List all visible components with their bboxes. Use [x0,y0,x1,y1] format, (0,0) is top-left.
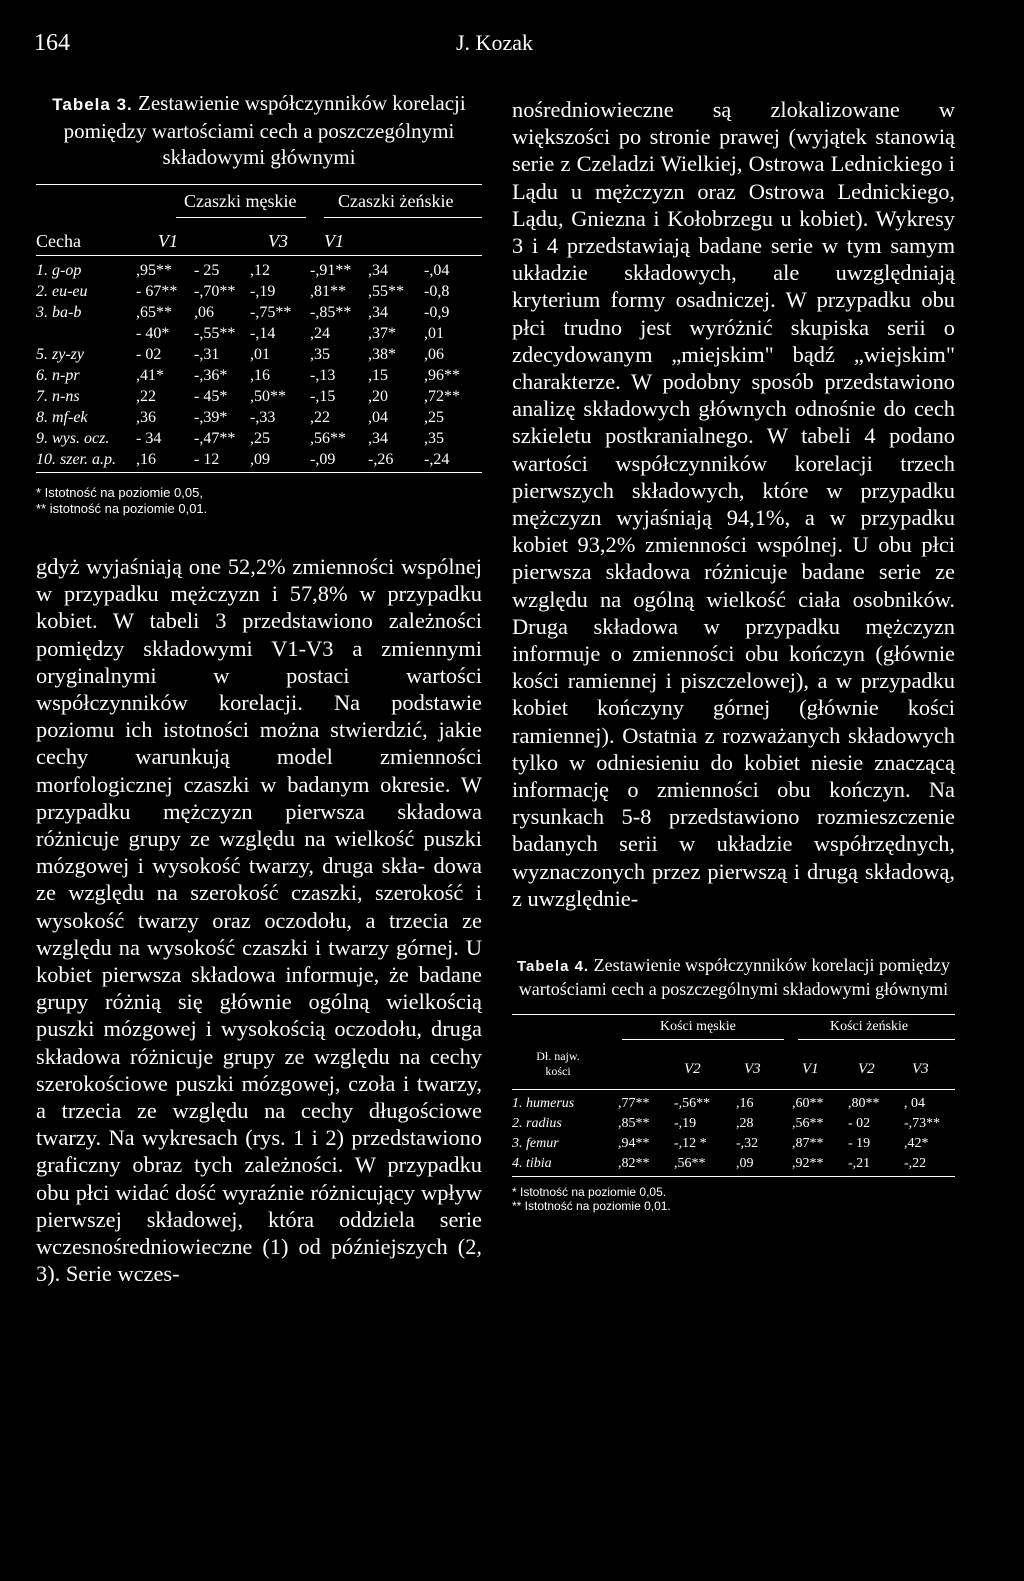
table4-col-0: V2 [684,1061,701,1078]
table3-footnote-1: * Istotność na poziomie 0,05, [36,485,203,500]
table-cell: ,94** [618,1136,650,1152]
table4-footnote-2: ** Istotność na poziomie 0,01. [512,1199,671,1214]
table-row [36,428,482,449]
table-cell: -,31 [194,345,220,363]
table-cell: ,41* [136,366,164,384]
table-cell: -,75** [250,303,292,321]
row-label: 1. humerus [512,1096,575,1112]
table-cell: -,47** [194,429,236,447]
row-label: 9. wys. ocz. [36,429,110,447]
table-cell: -,32 [736,1136,759,1152]
table4-col-header [512,1049,955,1089]
table-cell: -,22 [904,1156,927,1172]
table-cell: ,56** [792,1116,824,1132]
table4-caption-text: Zestawienie współczynników korelacji pomiędzy wartościami cech a poszczególnymi składowymi głównymi [518,955,950,1000]
row-label: 3. femur [512,1136,559,1152]
table4-group-male: Kości męskie [660,1019,736,1035]
left-paragraph: gdyż wyjaśniają one 52,2% zmienności wspólnej w przypadku mężczyzn i 57,8% w przypadku kobiet. W tabeli 3 przedstawiono zależności pomiędzy składowymi V1-V3 a zmiennymi oryginalnymi w postaci wartości współczynników korelacji. Na podstawie poziomu ich istotności można stwierdzić, jakie cechy warunkują model zmienności morfologicznej czaszki w badanym okresie. W przypadku mężczyzn pierwsza składowa różnicuje grupy ze względu na wielkość puszki mózgowej i wysokość twarzy, druga skła- dowa ze względu na szerokość czaszki, szerokość i wysokość twarzy oraz oczodołu, a trzecia ze względu na wysokość czaszki i twarzy górnej. U kobiet pierwsza składowa informuje, że badane grupy różnią się głównie ogólną wielkością puszki mózgowej i wysokością oczodołu, druga składowa różnicuje grupy ze względu na cechy szerokościowe puszki mózgowej, czoła i twarzy, a trzecia ze względu na cechy długościowe twarzy. Na wykresach (rys. 1 i 2) przedstawiono graficzny obraz tych zależności. W przypadku obu płci widać dość wyraźnie różnicujący wpływ pierwszej składowej, która oddziela serie wczesnośredniowieczne (1) od późniejszych (2, 3). Serie wczes- [36,554,482,1287]
table-cell: ,22 [310,408,330,426]
table4-group-female: Kości żeńskie [830,1019,909,1035]
table-row [512,1114,955,1134]
table-cell: -,91** [310,261,352,279]
table-row [36,344,482,365]
table4-col-1: V3 [744,1061,761,1078]
table-cell: -,55** [194,324,236,342]
table-row [36,323,482,344]
table-cell: ,87** [792,1136,824,1152]
left-column [36,90,482,1287]
table-cell: ,56** [674,1156,706,1172]
table-row [36,449,482,470]
table4-bottom-rule [512,1176,955,1177]
table-cell: ,96** [424,366,460,384]
row-label: 4. tibia [512,1156,552,1172]
table-cell: - 19 [848,1136,871,1152]
table3-male-rule [176,217,306,218]
table-cell: ,25 [250,429,270,447]
table-cell: ,80** [848,1096,880,1112]
table-cell: -,85** [310,303,352,321]
table-cell: ,34 [368,261,388,279]
table4-col-4: V3 [912,1061,929,1078]
table-cell: ,01 [250,345,270,363]
table4-male-rule [622,1039,784,1040]
right-body-text [512,96,955,912]
table4-caption [512,954,955,1000]
table-cell: ,50** [250,387,286,405]
table-cell: ,35 [310,345,330,363]
table-cell: ,15 [368,366,388,384]
table4 [512,1094,955,1174]
table-cell: ,28 [736,1116,754,1132]
row-label: 5. zy-zy [36,345,84,363]
table-cell: -,24 [424,450,450,468]
row-label: 7. n-ns [36,387,80,405]
table-cell: - 12 [194,450,220,468]
table3-label: Tabela 3. [52,95,133,114]
table-cell: ,92** [792,1156,824,1172]
row-label: 1. g-op [36,261,82,279]
row-label: 2. radius [512,1116,562,1132]
table-cell: ,42* [904,1136,929,1152]
table-cell: ,77** [618,1096,650,1112]
table4-col-2: V1 [802,1061,819,1078]
table-row [36,281,482,302]
table3-col-header [36,229,482,255]
row-label: 8. mf-ek [36,408,88,426]
row-label: 3. ba-b [36,303,82,321]
table-cell: -,36* [194,366,228,384]
table-cell: ,95** [136,261,172,279]
table-cell: -,19 [250,282,276,300]
table-cell: - 45* [194,387,228,405]
table-cell: - 34 [136,429,162,447]
table-cell: - 25 [194,261,220,279]
table-cell: -,12 * [674,1136,707,1152]
right-column [512,96,955,1213]
table-cell: ,09 [736,1156,754,1172]
table-cell: ,34 [368,429,388,447]
table-cell: ,16 [736,1096,754,1112]
table-cell: -0,9 [424,303,450,321]
table-cell: ,72** [424,387,460,405]
table-cell: -,70** [194,282,236,300]
table-cell: ,34 [368,303,388,321]
table-cell: , 04 [904,1096,925,1112]
table-cell: ,09 [250,450,270,468]
table-cell: - 67** [136,282,178,300]
table-row [512,1134,955,1154]
table-cell: ,60** [792,1096,824,1112]
table3-col-v1: V1 [158,231,178,251]
row-label: 2. eu-eu [36,282,88,300]
table3-col-v3: V3 [268,231,288,251]
table4-female-rule [798,1039,955,1040]
table-cell: ,20 [368,387,388,405]
table-cell: -,14 [250,324,276,342]
row-label [36,323,136,344]
table-cell: ,65** [136,303,172,321]
table-cell: -,15 [310,387,336,405]
table3 [36,260,482,470]
table-cell: ,82** [618,1156,650,1172]
row-label: 10. szer. a.p. [36,450,117,468]
table-row [36,407,482,428]
table4-label: Tabela 4. [517,958,590,976]
table-cell: ,24 [310,324,330,342]
table-cell: -,13 [310,366,336,384]
table-cell: ,04 [368,408,388,426]
table-cell: ,06 [424,345,444,363]
table-cell: ,16 [250,366,270,384]
table-cell: -,26 [368,450,394,468]
table3-female-rule [324,217,482,218]
table3-group-female: Czaszki żeńskie [338,191,454,211]
table-cell: ,37* [368,324,396,342]
table4-footnote-1: * Istotność na poziomie 0,05. [512,1185,667,1200]
table-cell: - 02 [848,1116,871,1132]
table-cell: ,35 [424,429,444,447]
table3-caption [36,90,482,170]
table-cell: -,33 [250,408,276,426]
table3-group-male: Czaszki męskie [184,191,297,211]
table-cell: -,56** [674,1096,711,1112]
left-body-text [36,553,482,1287]
table-cell: ,22 [136,387,156,405]
running-head: J. Kozak [456,30,533,55]
table-cell: ,85** [618,1116,650,1132]
table-cell: ,81** [310,282,346,300]
table-cell: - 40* [136,324,170,342]
table-cell: ,36 [136,408,156,426]
table-cell: ,16 [136,450,156,468]
table3-caption-text: Zestawienie współczynników korelacji pomiędzy wartościami cech a poszczególnymi składowymi głównymi [63,91,466,169]
page-number: 164 [34,30,70,56]
table-cell: ,38* [368,345,396,363]
table-cell: ,01 [424,324,444,342]
table-cell: -,73** [904,1116,941,1132]
table-row [512,1094,955,1114]
table-cell: ,06 [194,303,214,321]
table3-footnote-2: ** istotność na poziomie 0,01. [36,501,208,516]
table3-header-rule [36,255,482,256]
table-row [36,302,482,323]
table-cell: -,09 [310,450,336,468]
right-paragraph: nośredniowieczne są zlokalizowane w większości po stronie prawej (wyjątek stanowią serie z Czeladzi Wielkiej, Ostrowa Lednickiego i Lądu u mężczyzn oraz Ostrowa Lednickiego, Lądu, Gniezna i Kołobrzegu u kobiet). Wykresy 3 i 4 przedstawiają badane serie w tym samym układzie składowych, ale uwzględniają kryterium formy osadniczej. W przypadku obu płci trudno jest wyróżnić skupiska serii o zdecydowanym „miejskim" bądź „wiejskim" charakterze. W podobny sposób przedstawiono analizę składowych głównych odnośnie do cech szkieletu postkranialnego. W tabeli 4 podano wartości współczynników korelacji trzech pierwszych składowych, które w przypadku mężczyzn wyjaśniają 94,1%, a w przypadku kobiet 93,2% zmienności wspólnej. U obu płci pierwsza składowa różnicuje badane serie ze względu na ogólną wielkość ciała osobników. Druga składowa w przypadku mężczyzn informuje o zmienności obu kończyn (głównie kości ramiennej i piszczelowej), a w przypadku kobiet kończyny górnej (głównie kości ramiennej). Ostatnia z rozważanych składowych tylko w odniesieniu do kobiet niesie znaczącą informację o zmienności obu kończyn. Na rysunkach 5-8 przedstawiono rozmieszczenie badanych serii w układzie współrzędnych, wyznaczonych przez pierwszą i drugą składową, z uwzględnie- [512,97,955,911]
table-cell: ,25 [424,408,444,426]
table3-col-feature: Cecha [36,231,81,251]
table3-col-v1b: V1 [324,231,344,251]
table-cell: -0,8 [424,282,450,300]
table-cell: -,04 [424,261,450,279]
table-row [36,365,482,386]
table-cell: ,55** [368,282,404,300]
table4-header-rule [512,1089,955,1090]
table-row [512,1154,955,1174]
table4-col-3: V2 [858,1061,875,1078]
table4-group-header [512,1015,955,1039]
table-cell: ,12 [250,261,270,279]
table3-group-header [36,185,482,217]
table-cell: -,21 [848,1156,871,1172]
table-cell: -,39* [194,408,228,426]
table-row [36,260,482,281]
table-cell: -,19 [674,1116,697,1132]
table-cell: ,56** [310,429,346,447]
table-cell: - 02 [136,345,162,363]
table3-bottom-rule [36,472,482,473]
table4-col-bone: Dł. najw. kości [536,1049,580,1079]
table-row [36,386,482,407]
row-label: 6. n-pr [36,366,80,384]
